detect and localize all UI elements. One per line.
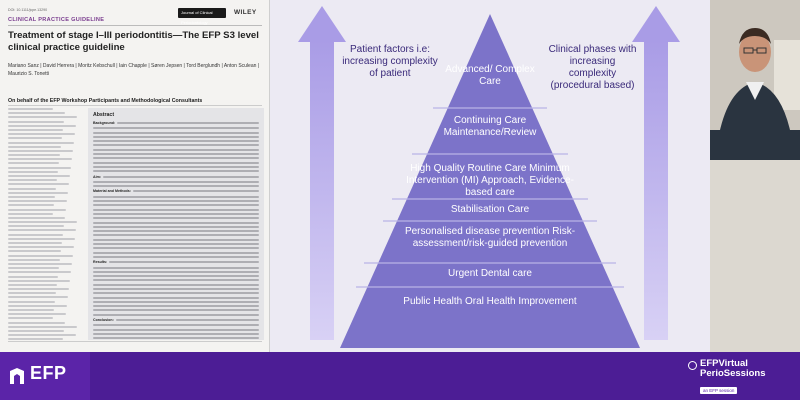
abstract-section-label: Material and Methods: (93, 189, 131, 194)
affiliation-text-line (8, 313, 66, 315)
affiliation-text-line (8, 183, 69, 185)
left-caption: Patient factors i.e: increasing complexity of patient (342, 44, 438, 79)
pyramid-tier-label: Public Health Oral Health Improvement (403, 296, 577, 307)
abstract-text-line (93, 204, 259, 206)
abstract-text-line (109, 261, 259, 263)
abstract-text-line (93, 297, 259, 299)
efp-logo-area (0, 352, 90, 400)
abstract-text-line (93, 226, 259, 228)
abstract-text-line (116, 319, 259, 321)
affiliation-text-line (8, 209, 66, 211)
abstract-text-line (93, 217, 259, 219)
abstract-text-line (93, 213, 259, 215)
affiliation-text-line (8, 192, 68, 194)
abstract-text-line (93, 153, 259, 155)
abstract-section-label: Conclusion: (93, 318, 114, 323)
abstract-text-line (93, 292, 259, 294)
affiliation-text-line (8, 171, 58, 173)
affiliation-text-line (8, 121, 64, 123)
abstract-text-line (93, 252, 259, 254)
abstract-text-line (93, 279, 259, 281)
affiliation-text-line (8, 133, 75, 135)
affiliation-text-line (8, 158, 72, 160)
affiliation-text-line (8, 267, 59, 269)
abstract-text-line (93, 230, 259, 232)
abstract-text-line (93, 181, 259, 183)
affiliation-text-line (8, 296, 68, 298)
abstract-text-line (93, 157, 259, 159)
paper-on-behalf: On behalf of the EFP Workshop Participants and Methodological Consultants (8, 98, 203, 104)
affiliation-text-line (8, 217, 65, 219)
paper-divider (8, 25, 262, 26)
affiliation-text-line (8, 292, 56, 294)
abstract-section-label: Aim: (93, 174, 101, 179)
abstract-text-line (93, 140, 259, 142)
abstract-text-line (93, 149, 259, 151)
affiliation-text-line (8, 309, 54, 311)
abstract-text-line (93, 185, 259, 187)
affiliation-text-line (8, 250, 61, 252)
abstract-text-line (93, 275, 259, 277)
series-line-2: PerioSessions (700, 368, 766, 379)
pyramid-tier-label: Personalised disease prevention Risk-assessment/risk-guided prevention (404, 226, 576, 249)
presenter-video (710, 0, 800, 352)
abstract-text-line (93, 243, 259, 245)
affiliation-text-line (8, 326, 77, 328)
affiliation-text-line (8, 146, 61, 148)
affiliation-text-line (8, 167, 71, 169)
abstract-text-line (93, 234, 259, 236)
abstract-text-line (93, 144, 259, 146)
abstract-text-line (93, 209, 259, 211)
abstract-text-line (93, 288, 259, 290)
affiliation-text-line (8, 305, 67, 307)
paper-footer-rule (8, 341, 262, 342)
pyramid-tier-label: Advanced/ Complex Care (445, 64, 535, 87)
affiliation-text-line (8, 125, 76, 127)
affiliation-text-line (8, 242, 62, 244)
affiliation-text-line (8, 263, 72, 265)
abstract-text-line (93, 271, 259, 273)
affiliation-text-line (8, 196, 55, 198)
affiliation-text-line (8, 108, 53, 110)
affiliation-text-line (8, 238, 75, 240)
abstract-text-line (93, 166, 259, 168)
paper-authors: Mariano Sanz | David Herrera | Moritz Kebschull | Iain Chapple | Søren Jepsen | Tord Berglundh | Anton Sculean | Maurizio S. Tonetti (8, 63, 260, 78)
abstract-text-line (93, 256, 259, 258)
efp-brand-text: EFP (30, 363, 67, 383)
abstract-text-line (93, 329, 259, 331)
affiliation-text-line (8, 204, 54, 206)
affiliation-text-line (8, 288, 69, 290)
pyramid-tier-label: Continuing Care Maintenance/Review (443, 115, 537, 138)
abstract-text-line (93, 162, 259, 164)
affiliation-text-line (8, 280, 70, 282)
affiliation-text-line (8, 200, 67, 202)
affiliation-text-line (8, 322, 65, 324)
series-line-1: EFPVirtual (700, 358, 748, 369)
abstract-text-line (93, 309, 259, 311)
pyramid-tier-label: High Quality Routine Care Minimum Intervention (MI) Approach, Evidence-based care (406, 163, 574, 198)
journal-logo: Journal of Clinical Periodontology (178, 8, 226, 18)
affiliation-text-line (8, 246, 74, 248)
affiliation-text-line (8, 259, 60, 261)
abstract-text-line (93, 267, 259, 269)
pyramid-tier-label: Stabilisation Care (450, 204, 530, 215)
abstract-text-line (93, 324, 259, 326)
abstract-text-line (93, 200, 259, 202)
affiliation-text-line (8, 229, 76, 231)
abstract-text-line (93, 333, 259, 335)
affiliation-text-line (8, 301, 55, 303)
affiliation-text-line (8, 112, 65, 114)
affiliation-text-line (8, 221, 77, 223)
affiliation-text-line (8, 334, 76, 336)
affiliation-text-line (8, 154, 60, 156)
paper-doi: DOI: 10.1111/jcpe.13290 (8, 8, 48, 12)
abstract-text-line (93, 222, 259, 224)
affiliation-text-line (8, 150, 73, 152)
abstract-section-label: Results: (93, 260, 108, 265)
right-caption: Clinical phases with increasing complexity (procedural based) (548, 44, 637, 91)
abstract-text-line (117, 122, 259, 124)
affiliation-text-line (8, 234, 63, 236)
affiliation-text-line (8, 255, 73, 257)
affiliation-text-line (8, 284, 57, 286)
affiliation-text-line (8, 162, 59, 164)
abstract-section-label: Background: (93, 121, 116, 125)
paper-title: Treatment of stage I–III periodontitis—The EFP S3 level clinical practice guideline (8, 30, 259, 53)
abstract-text-line (93, 127, 259, 129)
abstract-text-line (93, 301, 259, 303)
abstract-text-line (93, 170, 259, 172)
publisher-logo: WILEY (234, 9, 257, 16)
abstract-body (93, 121, 259, 340)
abstract-text-line (93, 337, 259, 339)
affiliation-text-line (8, 116, 77, 118)
abstract-text-line (93, 136, 259, 138)
affiliation-text-line (8, 188, 56, 190)
left-up-arrow (298, 6, 346, 340)
affiliation-text-line (8, 271, 71, 273)
affiliation-text-line (8, 137, 62, 139)
efp-logo-icon (9, 367, 25, 385)
series-logo (700, 359, 765, 397)
affiliation-text-line (8, 276, 58, 278)
abstract-heading: Abstract (93, 112, 115, 118)
abstract-text-line (93, 132, 259, 134)
abstract-text-line (103, 176, 259, 178)
abstract-text-line (93, 247, 259, 249)
paper-page (0, 0, 270, 352)
abstract-text-line (93, 314, 259, 316)
abstract-text-line (133, 190, 259, 192)
pyramid-slide (270, 0, 710, 352)
affiliation-text-line (8, 213, 53, 215)
affiliation-text-line (8, 175, 70, 177)
affiliation-text-line (8, 142, 74, 144)
abstract-text-line (93, 284, 259, 286)
affiliation-text-line (8, 338, 63, 340)
paper-section-label: CLINICAL PRACTICE GUIDELINE (8, 17, 105, 23)
paper-abstract (88, 108, 264, 340)
virtual-session-icon (688, 361, 697, 370)
affiliation-text-line (8, 129, 63, 131)
paper-affiliations (8, 108, 80, 340)
paper-divider (8, 105, 262, 106)
affiliation-text-line (8, 317, 53, 319)
affiliation-text-line (8, 179, 57, 181)
presenter-figure (710, 0, 800, 352)
abstract-text-line (93, 196, 259, 198)
affiliation-text-line (8, 330, 64, 332)
bottom-brand-bar (0, 352, 800, 400)
series-tag: an EFP session (700, 387, 737, 394)
abstract-text-line (93, 239, 259, 241)
pyramid-tier-label: Urgent Dental care (448, 268, 532, 279)
affiliation-text-line (8, 225, 64, 227)
abstract-text-line (93, 305, 259, 307)
